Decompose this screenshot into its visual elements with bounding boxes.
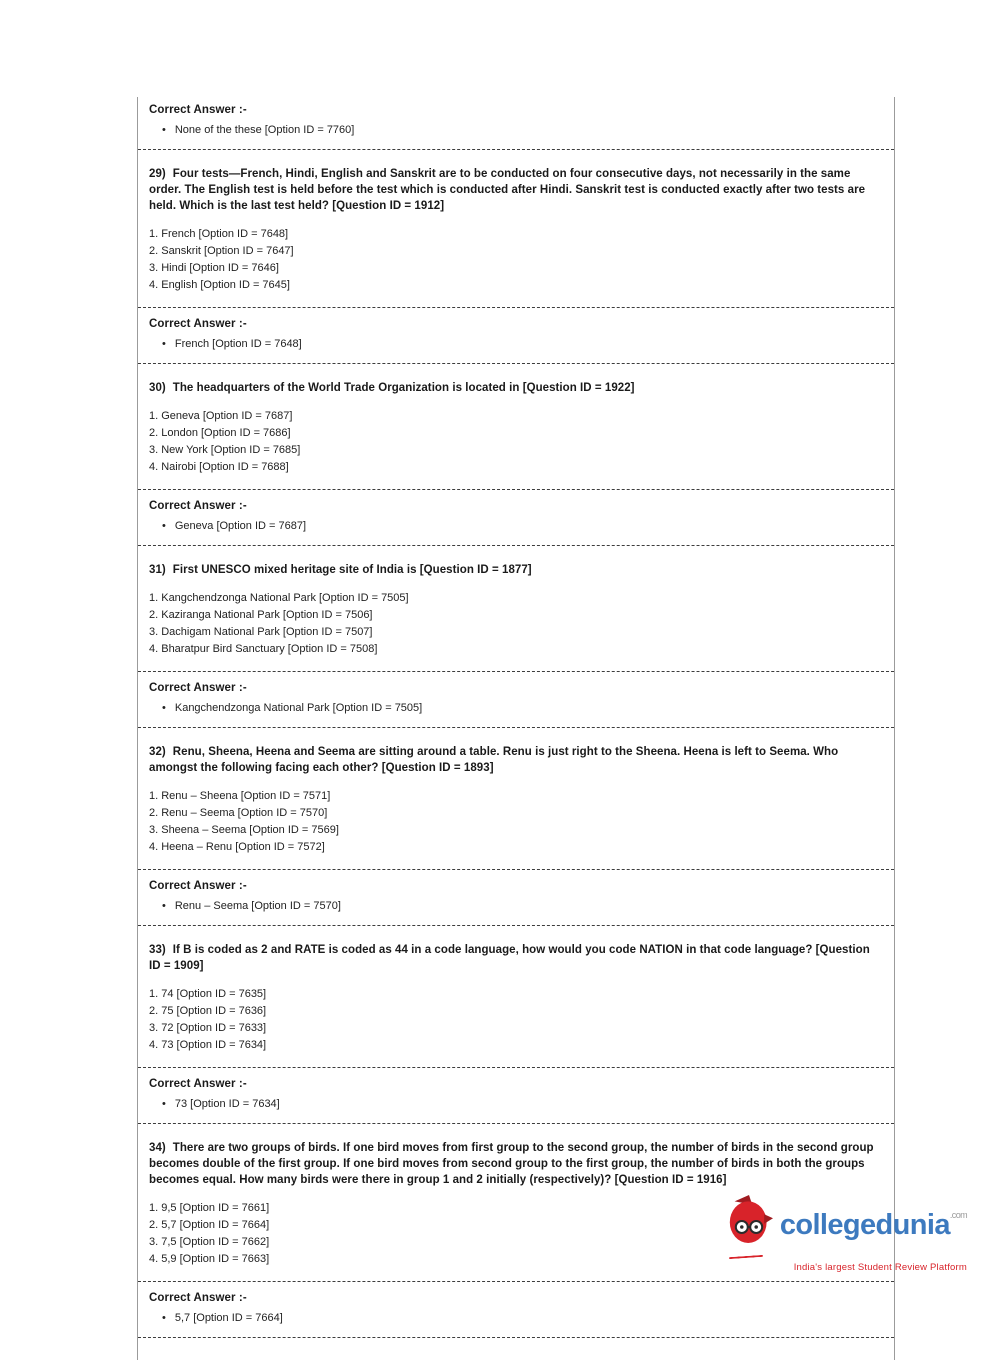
correct-answer-value: • Geneva [Option ID = 7687] (162, 520, 883, 532)
options-list (149, 987, 883, 1054)
dashed-divider (138, 1281, 894, 1282)
correct-answer-label: Correct Answer :- (149, 1291, 247, 1304)
collegedunia-logo (727, 1193, 967, 1273)
option-item: 2. 5,7 [Option ID = 7664] (149, 1218, 270, 1231)
question-text (149, 1140, 883, 1188)
option-item: 4. Nairobi [Option ID = 7688] (149, 460, 289, 473)
options-list (149, 409, 883, 476)
logo-underline (729, 1255, 763, 1259)
correct-answer-value: • None of the these [Option ID = 7760] (162, 124, 883, 136)
option-item: 3. 72 [Option ID = 7633] (149, 1021, 267, 1034)
correct-answer-value: • 73 [Option ID = 7634] (162, 1098, 883, 1110)
collegedunia-bird-icon (725, 1193, 773, 1258)
option-item: 4. Heena – Renu [Option ID = 7572] (149, 840, 325, 853)
dashed-divider (138, 307, 894, 308)
correct-answer-value: • Kangchendzonga National Park [Option ID = 7505] (162, 702, 883, 714)
question-text-body: The headquarters of the World Trade Organization is located in [Question ID = 1922] (172, 382, 635, 395)
dashed-divider (138, 149, 894, 150)
question-text (149, 744, 883, 776)
option-item: 4. Bharatpur Bird Sanctuary [Option ID = 7508] (149, 642, 378, 655)
option-item: 2. Renu – Seema [Option ID = 7570] (149, 806, 328, 819)
correct-answer-label: Correct Answer :- (149, 1077, 247, 1090)
option-item: 1. Geneva [Option ID = 7687] (149, 410, 293, 423)
dashed-divider (138, 727, 894, 728)
option-item: 3. Sheena – Seema [Option ID = 7569] (149, 823, 339, 836)
question-number: 29) (149, 168, 166, 180)
dashed-divider (138, 1337, 894, 1338)
question-text-body: Four tests—French, Hindi, English and Sanskrit are to be conducted on four consecutive days, not necessarily in the same order. The English test is held before the test which is conducted after Hindi. Sanskrit test is conducted exactly after two tests are held. Which is the last test held? [Question ID = 1912] (149, 168, 866, 213)
question-number: 31) (149, 563, 166, 576)
question-number: 33) (149, 943, 166, 956)
option-item: 4. English [Option ID = 7645] (149, 279, 290, 292)
question-number: 34) (149, 1141, 166, 1154)
option-item: 1. Renu – Sheena [Option ID = 7571] (149, 789, 331, 802)
question-block (149, 942, 883, 1124)
option-item: 2. Kaziranga National Park [Option ID = 7506] (149, 608, 373, 621)
option-item: 1. 9,5 [Option ID = 7661] (149, 1201, 270, 1214)
question-number: 32) (149, 745, 166, 758)
option-item: 3. New York [Option ID = 7685] (149, 444, 301, 456)
brand-suffix: .com (949, 1210, 967, 1220)
question-text (149, 562, 883, 578)
correct-answer-label: Correct Answer :- (149, 681, 247, 694)
question-block (149, 380, 883, 546)
option-item: 3. Dachigam National Park [Option ID = 7507] (149, 625, 373, 638)
correct-answer-value: • Renu – Seema [Option ID = 7570] (162, 900, 883, 912)
dashed-divider (138, 363, 894, 364)
questions-container (149, 166, 883, 1338)
dashed-divider (138, 925, 894, 926)
option-item: 1. French [Option ID = 7648] (149, 228, 289, 241)
brand-text: collegedunia$^{.com}$ (779, 1209, 967, 1241)
question-block (149, 166, 883, 364)
option-item: 4. 73 [Option ID = 7634] (149, 1038, 267, 1051)
dashed-divider (138, 869, 894, 870)
question-number: 30) (149, 382, 166, 395)
dashed-divider (138, 1123, 894, 1124)
option-item: 3. 7,5 [Option ID = 7662] (149, 1235, 270, 1248)
question-block (149, 562, 883, 728)
correct-answer-label: Correct Answer :- (149, 879, 247, 892)
option-item: 1. 74 [Option ID = 7635] (149, 987, 267, 1000)
option-item: 3. Hindi [Option ID = 7646] (149, 262, 279, 275)
correct-answer-label: Correct Answer :- (149, 499, 247, 512)
correct-answer-label: Correct Answer :- (149, 318, 247, 331)
options-list (149, 227, 883, 294)
question-text (149, 942, 883, 974)
question-text (149, 166, 883, 214)
content-frame (137, 97, 895, 1360)
question-text-body: Renu, Sheena, Heena and Seema are sitting around a table. Renu is just right to the Sheena. Heena is left to Seema. Who amongst the following facing each other? [Question ID = 1893] (149, 745, 839, 774)
dashed-divider (138, 489, 894, 490)
option-item: 2. London [Option ID = 7686] (149, 427, 291, 440)
question-block (149, 744, 883, 926)
option-item: 4. 5,9 [Option ID = 7663] (149, 1252, 270, 1265)
options-list (149, 789, 883, 856)
dashed-divider (138, 671, 894, 672)
question-text (149, 380, 883, 396)
leading-answer-block (149, 104, 883, 150)
question-text-body: There are two groups of birds. If one bird moves from first group to the second group, the number of birds in the second group becomes double of the first group. If one bird moves from second group to the first group, the number of birds in both the groups becomes equal. How many birds were there in group 1 and 2 initially (respectively)? [Question ID = 1916] (149, 1141, 874, 1186)
brand-tagline: India's largest Student Review Platform (793, 1262, 967, 1273)
correct-answer-value: • 5,7 [Option ID = 7664] (162, 1312, 883, 1324)
option-item: 2. Sanskrit [Option ID = 7647] (149, 245, 294, 258)
question-text-body: If B is coded as 2 and RATE is coded as 44 in a code language, how would you code NATION in that code language? [Question ID = 1909] (149, 943, 870, 972)
option-item: 1. Kangchendzonga National Park [Option ID = 7505] (149, 591, 409, 604)
dashed-divider (138, 545, 894, 546)
correct-answer-label: Correct Answer :- (149, 104, 247, 116)
correct-answer-value: • French [Option ID = 7648] (162, 338, 883, 350)
options-list (149, 591, 883, 658)
dashed-divider (138, 1067, 894, 1068)
option-item: 2. 75 [Option ID = 7636] (149, 1004, 267, 1017)
question-text-body: First UNESCO mixed heritage site of India is [Question ID = 1877] (172, 563, 532, 576)
